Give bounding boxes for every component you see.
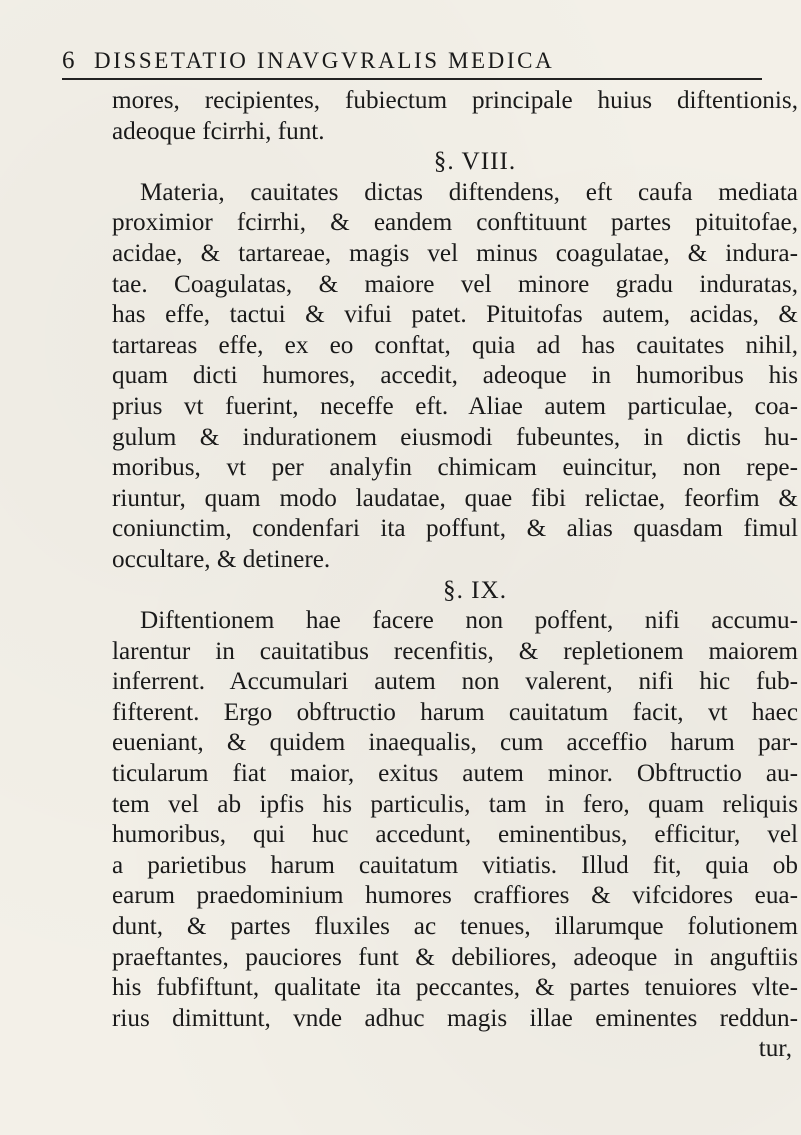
text-line: proximior fcirrhi, & eandem conftituunt partes pituitofae, xyxy=(112,209,798,237)
text-line: his fubfiftunt, qualitate ita peccantes, & partes tenuiores vlte- xyxy=(112,974,798,1002)
text-line: occultare, & detinere. xyxy=(112,545,331,573)
text-line: ticularum fiat maior, exitus autem minor. Obftructio au- xyxy=(112,760,798,788)
running-title: DISSETATIO INAVGVRALIS MEDICA xyxy=(94,48,555,73)
page-number: 6 xyxy=(62,47,77,74)
text-line: prius vt fuerint, neceffe eft. Aliae autem particulae, coa- xyxy=(112,392,798,420)
text-line: larentur in cauitatibus recenfitis, & repletionem maiorem xyxy=(112,637,798,665)
text-line: mores, recipientes, fubiectum principale huius diftentionis, xyxy=(112,87,798,114)
text-line: tae. Coagulatas, & maiore vel minore gradu induratas, xyxy=(112,270,798,298)
text-line: fifterent. Ergo obftructio harum cauitatum facit, vt haec xyxy=(112,698,798,726)
text-line: dunt, & partes fluxiles ac tenues, illarumque folutionem xyxy=(112,913,798,941)
catchword: tur, xyxy=(758,1035,792,1063)
text-line: has effe, tactui & vifui patet. Pituitofas autem, acidas, & xyxy=(112,301,798,329)
text-line: a parietibus harum cauitatum vitiatis. Illud fit, quia ob xyxy=(112,851,798,879)
text-line: Diftentionem hae facere non poffent, nifi accumu- xyxy=(140,607,798,635)
text-line: earum praedominium humores craffiores & vifcidores eua- xyxy=(112,882,798,910)
text-line: rius dimittunt, vnde adhuc magis illae eminentes reddun- xyxy=(112,1004,798,1032)
section-heading: §. IX. xyxy=(442,576,508,604)
text-line: gulum & indurationem eiusmodi fubeuntes, in dictis hu- xyxy=(112,423,798,451)
text-line: praeftantes, pauciores funt & debiliores, adeoque in anguftiis xyxy=(112,943,798,971)
text-line: moribus, vt per analyfin chimicam euincitur, non repe- xyxy=(112,454,798,482)
text-line: tem vel ab ipfis his particulis, tam in fero, quam reliquis xyxy=(112,790,798,818)
text-line: humoribus, qui huc accedunt, eminentibus, efficitur, vel xyxy=(112,821,798,849)
text-block xyxy=(112,86,798,1065)
text-line: coniunctim, condenfari ita poffunt, & alias quasdam fimul xyxy=(112,515,798,543)
text-line: acidae, & tartareae, magis vel minus coagulatae, & indura- xyxy=(112,239,798,267)
text-line: tartareas effe, ex eo conftat, quia ad has cauitates nihil, xyxy=(112,331,798,359)
text-line: inferrent. Accumulari autem non valerent, nifi hic fub- xyxy=(112,668,798,696)
text-line: adeoque fcirrhi, funt. xyxy=(112,117,325,145)
text-line: quam dicti humores, accedit, adeoque in humoribus his xyxy=(112,362,798,390)
text-line: Materia, cauitates dictas diftendens, eft caufa mediata xyxy=(140,178,798,206)
section-heading: §. VIII. xyxy=(433,148,517,176)
text-line: eueniant, & quidem inaequalis, cum acceffio harum par- xyxy=(112,729,798,757)
running-head xyxy=(62,44,762,80)
text-line: riuntur, quam modo laudatae, quae fibi relictae, feorfim & xyxy=(112,484,798,512)
